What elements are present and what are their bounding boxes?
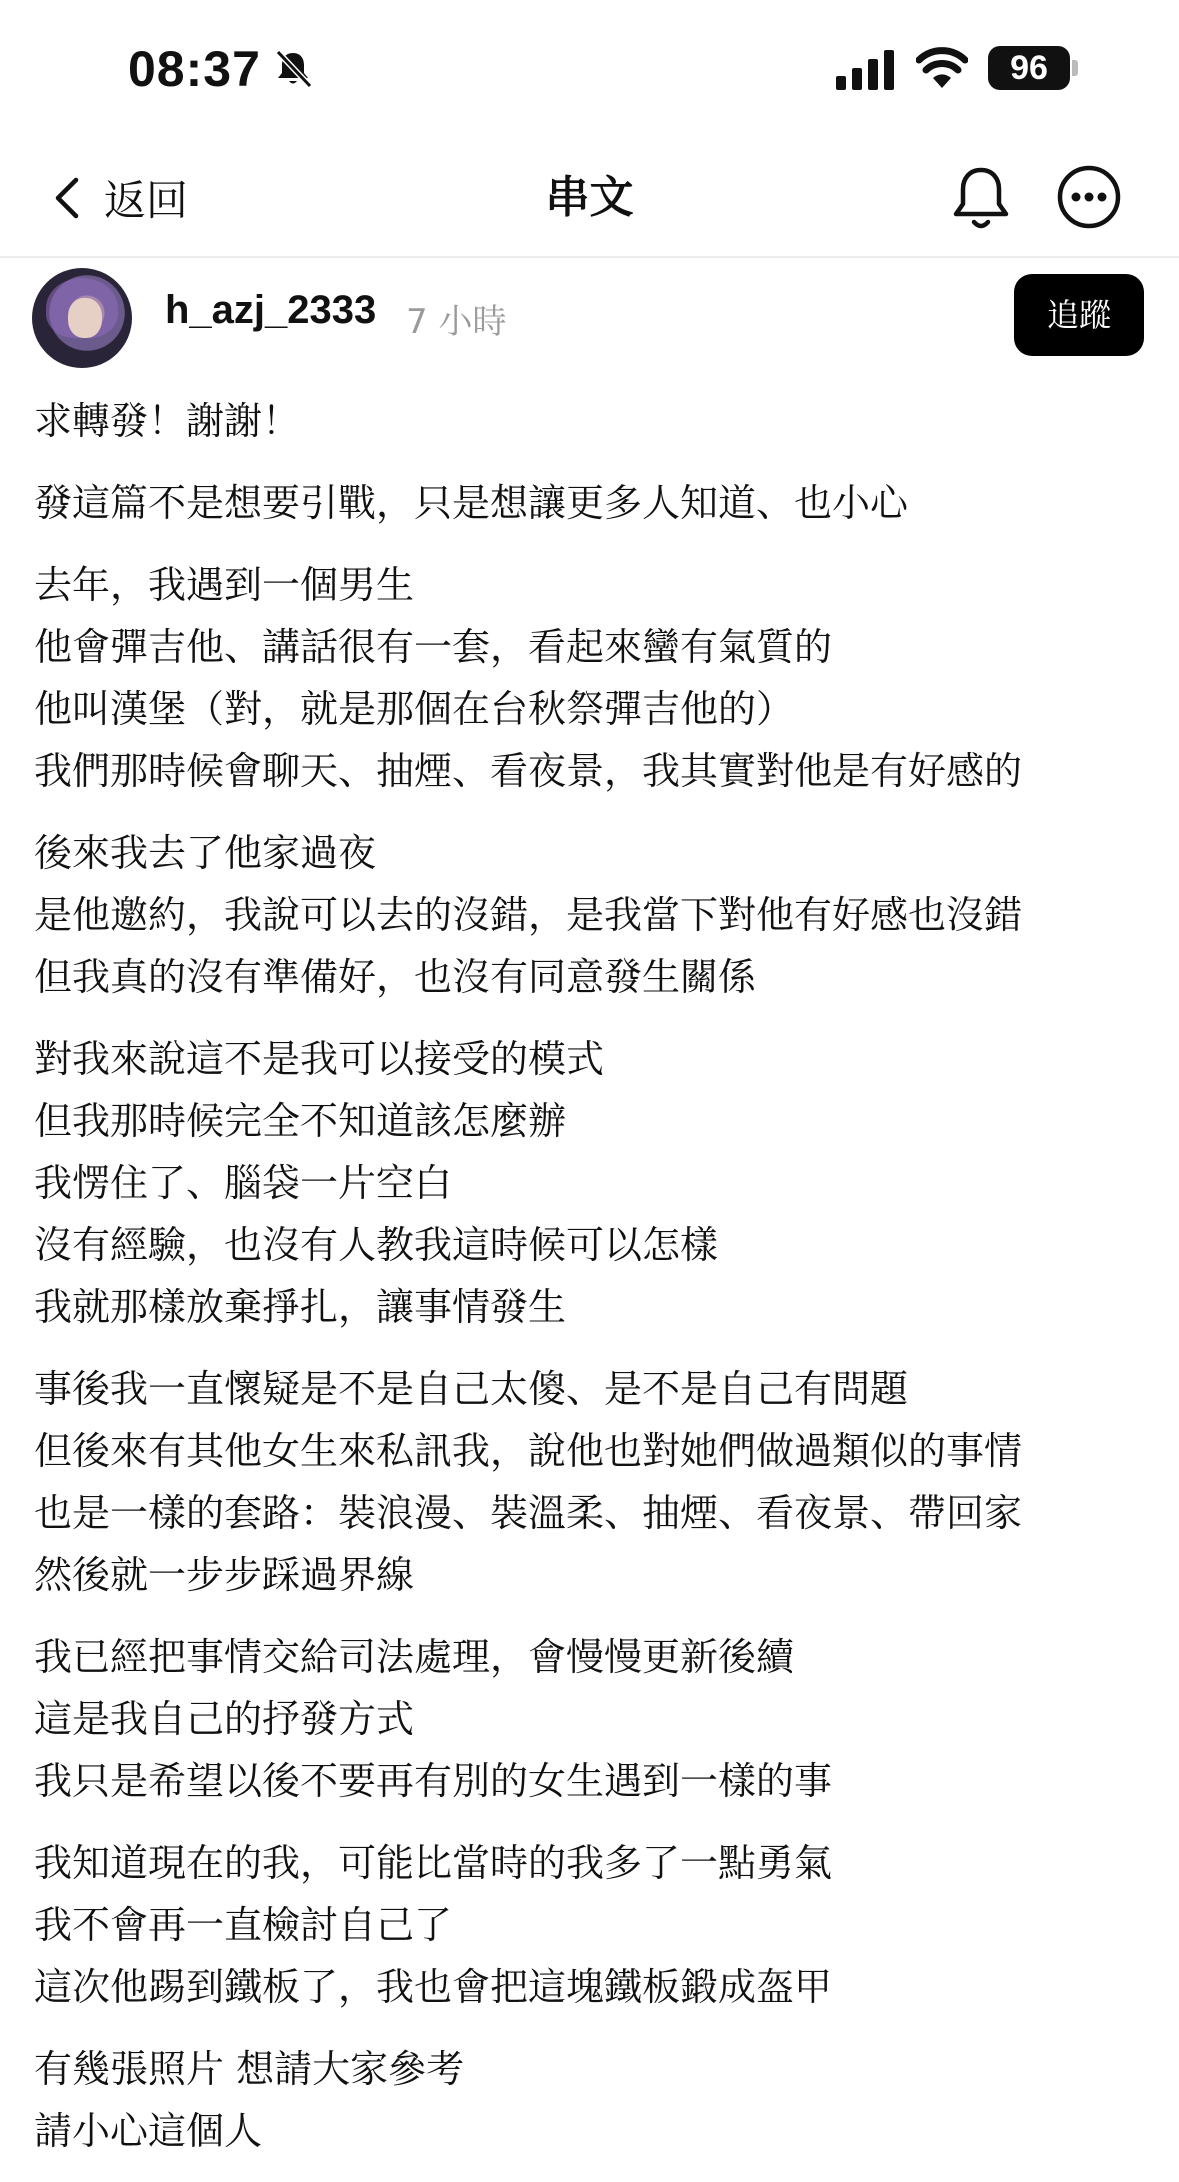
post-text-line: 發這篇不是想要引戰，只是想讓更多人知道、也小心: [34, 481, 909, 525]
back-label: 返回: [104, 176, 189, 225]
battery-icon: 96: [988, 46, 1070, 90]
avatar-face: [68, 298, 102, 338]
post-text-line: 我不會再一直檢討自己了: [34, 1903, 453, 1947]
post-text-line: 後來我去了他家過夜: [34, 831, 377, 875]
follow-button[interactable]: 追蹤: [1014, 274, 1144, 356]
status-time: 08:37: [128, 41, 261, 97]
post-text-line: 我知道現在的我，可能比當時的我多了一點勇氣: [34, 1841, 833, 1885]
username[interactable]: h_azj_2333: [165, 288, 377, 332]
post-text-line: 求轉發！謝謝！: [34, 399, 301, 443]
post-paragraph: [34, 1626, 1154, 1812]
post-paragraph: [34, 1832, 1154, 2018]
post-text-line: 我們那時候會聊天、抽煙、看夜景，我其實對他是有好感的: [34, 749, 1023, 793]
back-button[interactable]: [50, 168, 188, 228]
post-paragraph: [34, 390, 1154, 452]
chevron-left-icon: [50, 174, 84, 222]
post-paragraph: [34, 1028, 1154, 1338]
bell-slash-icon: [272, 48, 314, 90]
post-text-line: 然後就一步步踩過界線: [34, 1553, 415, 1597]
battery-tip: [1072, 60, 1078, 76]
more-icon[interactable]: [1056, 164, 1122, 230]
post-paragraph: [34, 1358, 1154, 1606]
post-text-line: 這次他踢到鐵板了，我也會把這塊鐵板鍛成盔甲: [34, 1965, 833, 2009]
post-text-line: 他叫漢堡（對，就是那個在台秋祭彈吉他的）: [34, 687, 795, 731]
post-text-line: 但我那時候完全不知道該怎麼辦: [34, 1099, 567, 1143]
avatar[interactable]: [32, 268, 132, 368]
status-bar: [0, 0, 1179, 140]
post-text-line: 沒有經驗，也沒有人教我這時候可以怎樣: [34, 1223, 719, 1267]
post-text-line: 我愣住了、腦袋一片空白: [34, 1161, 453, 1205]
post-body: [34, 390, 1154, 2182]
post-text-line: 但我真的沒有準備好，也沒有同意發生關係: [34, 955, 757, 999]
post-text-line: 請小心這個人: [34, 2109, 263, 2153]
post-paragraph: [34, 2038, 1154, 2162]
wifi-icon: [916, 46, 968, 90]
post-header: [0, 262, 1179, 368]
post-text-line: 但後來有其他女生來私訊我，說他也對她們做過類似的事情: [34, 1429, 1023, 1473]
post-text-line: 去年，我遇到一個男生: [34, 563, 415, 607]
post-text-line: 事後我一直懷疑是不是自己太傻、是不是自己有問題: [34, 1367, 909, 1411]
post-paragraph: [34, 554, 1154, 802]
bell-icon[interactable]: [946, 162, 1016, 234]
page-title: 串文: [545, 172, 634, 223]
post-text-line: 是他邀約，我說可以去的沒錯，是我當下對他有好感也沒錯: [34, 893, 1023, 937]
post-text-line: 也是一樣的套路：裝浪漫、裝溫柔、抽煙、看夜景、帶回家: [34, 1491, 1023, 1535]
post-text-line: 我就那樣放棄掙扎，讓事情發生: [34, 1285, 567, 1329]
signal-icon: [836, 50, 898, 90]
post-paragraph: [34, 822, 1154, 1008]
post-text-line: 這是我自己的抒發方式: [34, 1697, 415, 1741]
post-paragraph: [34, 472, 1154, 534]
post-text-line: 我只是希望以後不要再有別的女生遇到一樣的事: [34, 1759, 833, 1803]
post-text-line: 我已經把事情交給司法處理，會慢慢更新後續: [34, 1635, 795, 1679]
nav-bar: [0, 140, 1179, 258]
post-text-line: 對我來說這不是我可以接受的模式: [34, 1037, 605, 1081]
post-text-line: 有幾張照片 想請大家參考: [34, 2047, 465, 2091]
post-timestamp: 7 小時: [406, 302, 507, 342]
post-text-line: 他會彈吉他、講話很有一套，看起來蠻有氣質的: [34, 625, 833, 669]
